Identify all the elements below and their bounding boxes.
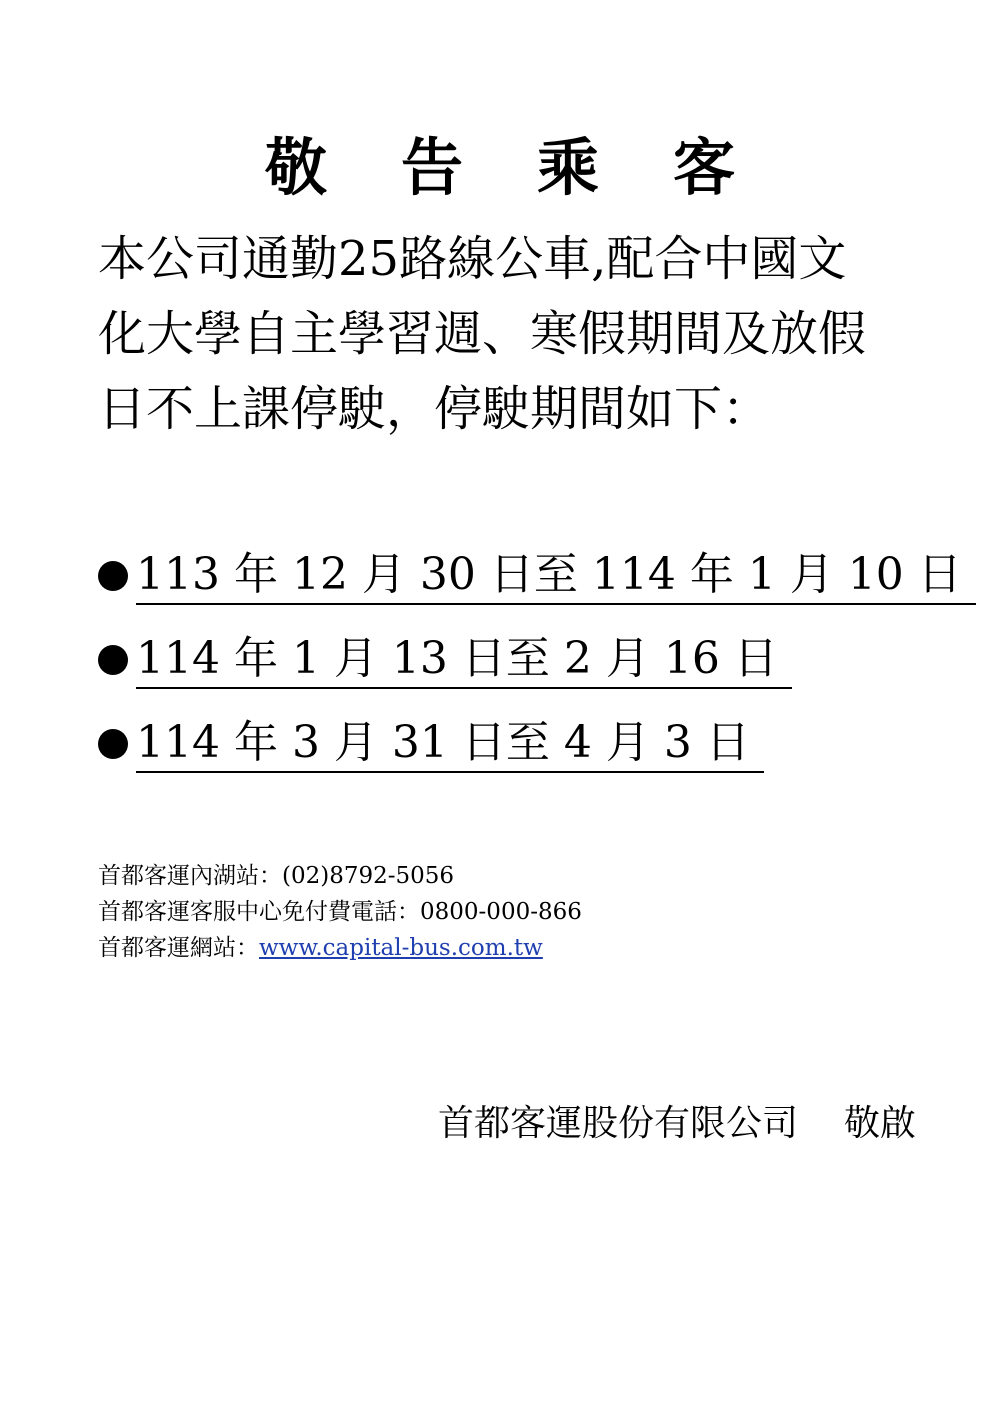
suspension-period-item [98, 618, 976, 702]
website-link[interactable]: www.capital-bus.com.tw [259, 935, 543, 961]
contact-label: 首都客運內湖站： [98, 863, 282, 889]
bullet-icon [98, 561, 128, 591]
contact-phone: (02)8792-5056 [282, 863, 455, 889]
signature [438, 1096, 916, 1152]
notice-title: 敬告乘客 [264, 131, 809, 204]
suspension-period-item [98, 702, 976, 786]
suspension-period-list [98, 534, 976, 786]
bullet-icon [98, 645, 128, 675]
intro-line: 化大學自主學習週、寒假期間及放假 [98, 306, 867, 362]
contact-info [98, 858, 582, 966]
closing-salutation: 敬啟 [843, 1103, 916, 1144]
contact-label: 首都客運客服中心免付費電話： [98, 899, 420, 925]
contact-label: 首都客運網站： [98, 935, 259, 961]
notice-intro [98, 222, 918, 447]
contact-neihu-station [98, 858, 582, 894]
contact-website [98, 930, 582, 966]
company-name: 首都客運股份有限公司 [437, 1103, 798, 1144]
contact-service-center [98, 894, 582, 930]
suspension-period-item [98, 534, 976, 618]
suspension-period-text: 113 年 12 月 30 日至 114 年 1 月 10 日 [136, 547, 976, 605]
suspension-period-text: 114 年 3 月 31 日至 4 月 3 日 [136, 715, 764, 773]
bullet-icon [98, 729, 128, 759]
contact-toll-free-phone: 0800-000-866 [420, 899, 582, 925]
suspension-period-text: 114 年 1 月 13 日至 2 月 16 日 [136, 631, 792, 689]
intro-line: 本公司通勤25路線公車,配合中國文 [98, 231, 847, 287]
intro-line: 日不上課停駛，停駛期間如下： [98, 381, 771, 437]
